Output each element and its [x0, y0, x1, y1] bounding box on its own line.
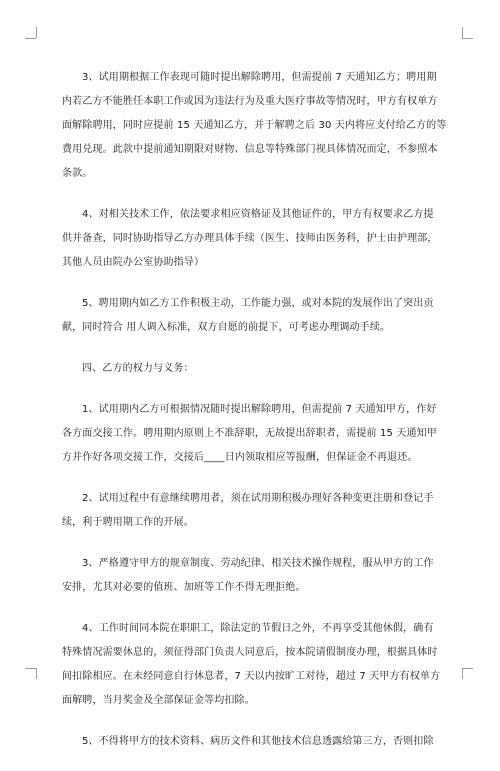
text-line: 供并备查，同时协助指导乙方办理具体手续（医生、技师由医务科，护士由护理部， [62, 233, 438, 244]
crop-mark-top-right-v [462, 27, 463, 38]
crop-mark-bottom-left-v [36, 668, 37, 679]
text-line: 特殊情况需要休息的，须征得部门负责人同意后，按本院请假制度办理，根据具体时 [62, 647, 438, 658]
text-line: 2、试用过程中有意继续聘用者，须在试用期积极办理好各种变更注册和登记手 [82, 493, 434, 504]
crop-mark-top-left-v [36, 27, 37, 38]
crop-mark-top-right-h [462, 38, 473, 39]
text-line: 面解聘，当月奖金及全部保证金等均扣除。 [62, 695, 255, 706]
text-line: 其他人员由院办公室协助指导） [62, 257, 205, 268]
text-line: 费用兑现。此款中提前通知期限对财物、信息等特殊部门视具体情况而定，不参照本 [62, 144, 438, 155]
text-line: 3、试用期根据工作表现可随时提出解除聘用，但需提前 7 天通知乙方；聘用期 [82, 72, 437, 83]
paragraph-clause-4-certificates [62, 203, 454, 275]
section-heading-party-b-rights [62, 357, 454, 381]
crop-mark-bottom-right-v [462, 668, 463, 679]
text-line: 5、不得将甲方的技术资料、病历文件和其他技术信息透露给第三方，否则扣除 [82, 736, 434, 747]
crop-mark-bottom-left-h [25, 668, 36, 669]
text-line: 面解除聘用，同时应提前 15 天通知乙方，并于解聘之后 30 天内将应支付给乙方的等 [62, 120, 447, 131]
paragraph-b-clause-1-resignation [62, 398, 454, 470]
text-line: 1、试用期内乙方可根据情况随时提出解除聘用，但需提前 7 天通知甲方，作好 [82, 404, 437, 415]
crop-mark-top-left-h [25, 38, 36, 39]
text-line: 4、对相关技术工作，依法要求相应资格证及其他证件的，甲方有权要求乙方提 [82, 209, 434, 220]
paragraph-clause-3-termination [62, 66, 454, 186]
paragraph-b-clause-2-registration [62, 487, 454, 535]
text-line: 续，利于聘用期工作的开展。 [62, 517, 194, 528]
text-line: 3、严格遵守甲方的规章制度、劳动纪律、相关技术操作规程，服从甲方的工作 [82, 558, 434, 569]
text-line: 4、工作时间同本院在职职工，除法定的节假日之外，不再享受其他休假，确有 [82, 623, 434, 634]
text-line: 各方面交接工作。聘用期内原则上不准辞职，无故提出辞职者，需提前 15 天通知甲 [62, 428, 437, 439]
paragraph-b-clause-3-compliance [62, 552, 454, 600]
paragraph-b-clause-4-working-hours [62, 617, 454, 713]
text-line: 献，同时符合 用人调入标准，双方自愿的前提下，可考虑办理调动手续。 [62, 322, 391, 333]
crop-mark-bottom-right-h [462, 668, 473, 669]
paragraph-clause-5-transfer [62, 292, 454, 340]
text-line: 条款。 [62, 168, 93, 179]
text-line: 内若乙方不能胜任本职工作或因为违法行为及重大医疗事故等情况时，甲方有权单方 [62, 96, 438, 107]
text-line: 方并作好各项交接工作，交接后____日内领取相应等报酬，但保证金不再退还。 [62, 452, 418, 463]
text-line: 安排，尤其对必要的值班、加班等工作不得无理拒绝。 [62, 582, 306, 593]
text-line: 5、聘用期内如乙方工作积极主动，工作能力强，或对本院的发展作出了突出贡 [82, 298, 434, 309]
section-heading-text: 四、乙方的权力与义务： [82, 363, 194, 374]
text-line: 间扣除相应。在未经同意自行休息者，7 天以内按旷工对待，超过 7 天甲方有权单方 [62, 671, 441, 682]
paragraph-b-clause-5-confidentiality [62, 730, 454, 754]
document-body [62, 66, 454, 771]
